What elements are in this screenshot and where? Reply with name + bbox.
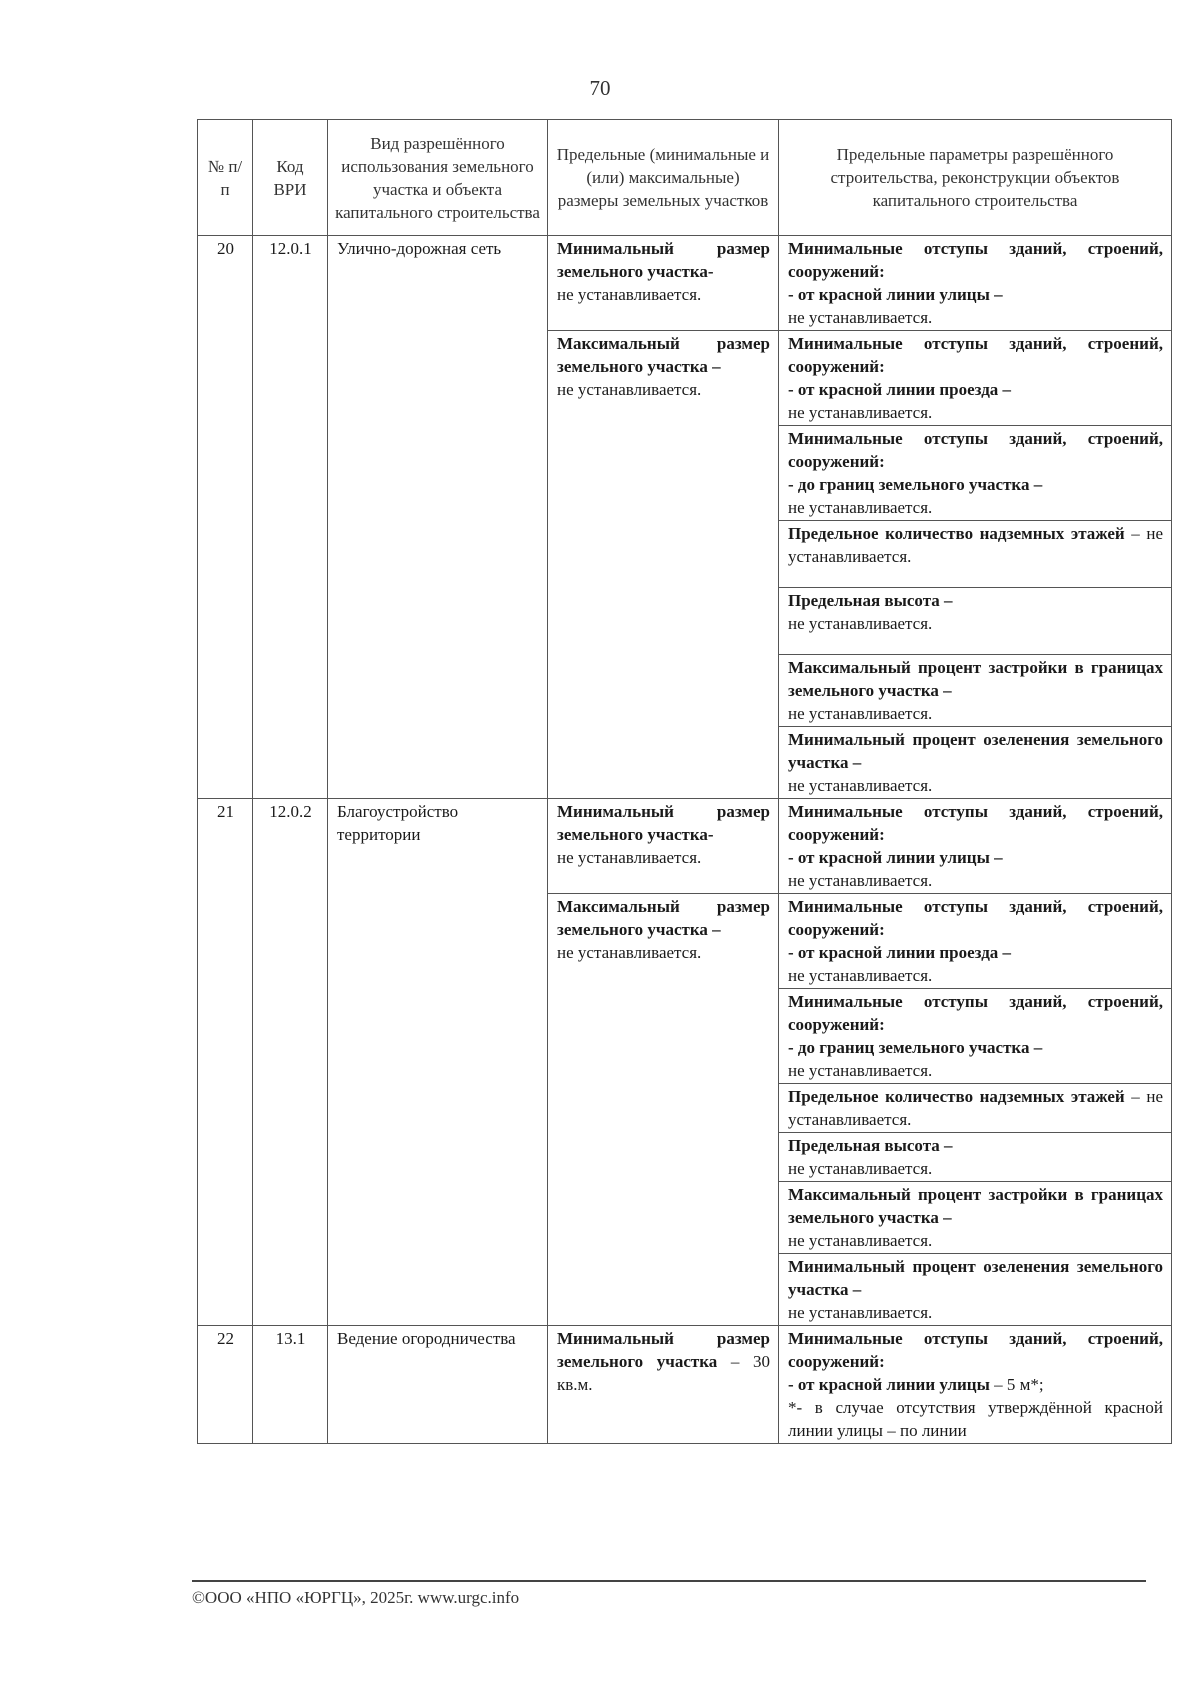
param-min-greening [779, 1254, 1172, 1326]
param-value: не устанавливается. [788, 1303, 933, 1322]
param-value: не устанавливается. [788, 498, 933, 517]
param-value: – не устанавливается. [788, 524, 1163, 566]
min-plot-size-value: – 30 кв.м. [557, 1352, 770, 1394]
row-usage-name: Улично-дорожная сеть [328, 236, 548, 799]
param-note: *- в случае отсутствия утверждённой красной линии улицы – по линии [788, 1398, 1163, 1440]
param-value: не устанавливается. [788, 871, 933, 890]
param-title: Максимальный процент застройки в границах земельного участка – [788, 1185, 1163, 1227]
param-title: Минимальные отступы зданий, строений, сооружений: [788, 334, 1163, 376]
param-setback-driveway [779, 331, 1172, 426]
param-title: Предельное количество надземных этажей [788, 1087, 1125, 1106]
param-value: – не устанавливается. [788, 1087, 1163, 1129]
param-title: Минимальные отступы зданий, строений, сооружений: [788, 802, 1163, 844]
param-height [779, 1133, 1172, 1182]
header-code: Код ВРИ [253, 120, 328, 236]
min-plot-size-title: Минимальный размер земельного участка- [557, 239, 770, 281]
param-title: Предельная высота – [788, 1136, 953, 1155]
min-plot-size-title: Минимальный размер земельного участка [557, 1329, 770, 1371]
header-plot-sizes: Предельные (минимальные и (или) максимальные) размеры земельных участков [548, 120, 779, 236]
param-min-greening [779, 727, 1172, 799]
row-usage-name: Ведение огородничества [328, 1326, 548, 1444]
min-plot-size-value: не устанавливается. [557, 848, 702, 867]
param-title: Предельная высота – [788, 591, 953, 610]
param-max-coverage [779, 655, 1172, 727]
footer-copyright: ©ООО «НПО «ЮРГЦ», 2025г. www.urgc.info [192, 1588, 520, 1607]
regulations-table [197, 119, 1172, 1444]
param-value: не устанавливается. [788, 966, 933, 985]
min-plot-size-cell [548, 236, 779, 331]
param-title: Минимальные отступы зданий, строений, сооружений: [788, 897, 1163, 939]
table-row [198, 236, 1172, 331]
table-row [198, 799, 1172, 894]
param-setback-street [779, 799, 1172, 894]
param-sub: - от красной линии проезда – [788, 380, 1012, 399]
footer-divider [192, 1580, 1146, 1582]
page-number: 70 [589, 76, 611, 100]
param-setback-boundary [779, 989, 1172, 1084]
min-plot-size-cell [548, 799, 779, 894]
row-code: 13.1 [253, 1326, 328, 1444]
param-title: Минимальные отступы зданий, строений, сооружений: [788, 429, 1163, 471]
param-sub: - от красной линии проезда – [788, 943, 1012, 962]
header-usage-kind: Вид разрешённого использования земельного участка и объекта капитального строительства [328, 120, 548, 236]
min-plot-size-value: не устанавливается. [557, 285, 702, 304]
max-plot-size-title: Максимальный размер земельного участка – [557, 334, 770, 376]
param-title: Минимальный процент озеленения земельного участка – [788, 730, 1163, 772]
table-row [198, 1326, 1172, 1444]
row-usage-name: Благоустройство территории [328, 799, 548, 1326]
param-setback-street [779, 236, 1172, 331]
param-height [779, 588, 1172, 655]
param-sub: - от красной линии улицы [788, 1375, 990, 1394]
param-title: Минимальные отступы зданий, строений, сооружений: [788, 992, 1163, 1034]
param-value: не устанавливается. [788, 614, 933, 633]
param-floors [779, 521, 1172, 588]
max-plot-size-value: не устанавливается. [557, 380, 702, 399]
param-floors [779, 1084, 1172, 1133]
param-value: не устанавливается. [788, 704, 933, 723]
max-plot-size-value: не устанавливается. [557, 943, 702, 962]
table-header-row [198, 120, 1172, 236]
param-title: Минимальный процент озеленения земельного участка – [788, 1257, 1163, 1299]
row-code: 12.0.2 [253, 799, 328, 1326]
row-code: 12.0.1 [253, 236, 328, 799]
param-title: Минимальные отступы зданий, строений, сооружений: [788, 239, 1163, 281]
param-max-coverage [779, 1182, 1172, 1254]
min-plot-size-cell [548, 1326, 779, 1444]
param-title: Минимальные отступы зданий, строений, сооружений: [788, 1329, 1163, 1371]
param-sub: - от красной линии улицы – [788, 285, 1003, 304]
param-setback-driveway [779, 894, 1172, 989]
param-value: не устанавливается. [788, 1061, 933, 1080]
header-number: № п/п [198, 120, 253, 236]
param-sub: - до границ земельного участка – [788, 1038, 1043, 1057]
param-setback-boundary [779, 426, 1172, 521]
min-plot-size-title: Минимальный размер земельного участка- [557, 802, 770, 844]
param-value: – 5 м*; [989, 1375, 1044, 1394]
max-plot-size-title: Максимальный размер земельного участка – [557, 897, 770, 939]
param-sub: - от красной линии улицы – [788, 848, 1003, 867]
row-number: 20 [198, 236, 253, 799]
param-value: не устанавливается. [788, 1159, 933, 1178]
max-plot-size-cell [548, 894, 779, 1326]
max-plot-size-cell [548, 331, 779, 799]
row-number: 21 [198, 799, 253, 1326]
param-sub: - до границ земельного участка – [788, 475, 1043, 494]
param-value: не устанавливается. [788, 403, 933, 422]
param-value: не устанавливается. [788, 776, 933, 795]
param-value: не устанавливается. [788, 1231, 933, 1250]
header-construction-params: Предельные параметры разрешённого строительства, реконструкции объектов капитального строительства [779, 120, 1172, 236]
param-setback-street [779, 1326, 1172, 1444]
row-number: 22 [198, 1326, 253, 1444]
param-title: Максимальный процент застройки в границах земельного участка – [788, 658, 1163, 700]
param-title: Предельное количество надземных этажей [788, 524, 1125, 543]
param-value: не устанавливается. [788, 308, 933, 327]
